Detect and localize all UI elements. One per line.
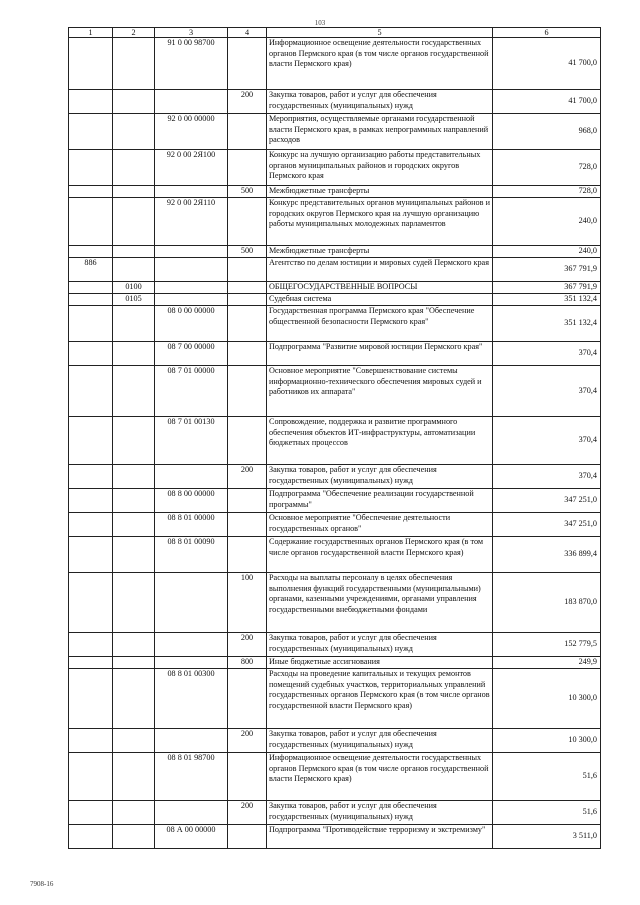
- section-code-cell: [113, 417, 155, 465]
- department-code-cell: [69, 366, 113, 417]
- table-row: [69, 90, 601, 114]
- expense-type-code-cell: [228, 417, 267, 465]
- expense-type-code-cell: [228, 282, 267, 294]
- section-code-cell: [113, 753, 155, 801]
- section-code-cell: [113, 801, 155, 825]
- expense-type-code-cell: [228, 537, 267, 573]
- amount-cell: 336 899,4: [493, 537, 601, 573]
- table-row: [69, 753, 601, 801]
- expense-type-code-cell: 200: [228, 729, 267, 753]
- section-code-cell: [113, 513, 155, 537]
- document-code: 7908-16: [30, 880, 54, 888]
- target-code-cell: 92 0 00 2Я110: [155, 198, 228, 246]
- target-code-cell: [155, 633, 228, 657]
- target-code-cell: [155, 294, 228, 306]
- expense-type-code-cell: [228, 366, 267, 417]
- section-code-cell: [113, 186, 155, 198]
- section-code-cell: [113, 633, 155, 657]
- header-cell-6: 6: [493, 28, 601, 38]
- item-name-cell: Государственная программа Пермского края "Обеспечение общественной безопасности Пермского края": [267, 306, 493, 342]
- section-code-cell: [113, 573, 155, 633]
- item-name-cell: Подпрограмма "Противодействие терроризму и экстремизму": [267, 825, 493, 849]
- amount-cell: 367 791,9: [493, 258, 601, 282]
- section-code-cell: [113, 342, 155, 366]
- amount-cell: 3 511,0: [493, 825, 601, 849]
- section-code-cell: [113, 366, 155, 417]
- target-code-cell: 08 8 01 00000: [155, 513, 228, 537]
- amount-cell: 347 251,0: [493, 513, 601, 537]
- section-code-cell: [113, 669, 155, 729]
- item-name-cell: Межбюджетные трансферты: [267, 246, 493, 258]
- target-code-cell: 08 7 01 00000: [155, 366, 228, 417]
- expense-type-code-cell: 200: [228, 633, 267, 657]
- target-code-cell: 08 7 01 00130: [155, 417, 228, 465]
- department-code-cell: [69, 294, 113, 306]
- item-name-cell: Агентство по делам юстиции и мировых судей Пермского края: [267, 258, 493, 282]
- target-code-cell: [155, 282, 228, 294]
- target-code-cell: 08 А 00 00000: [155, 825, 228, 849]
- amount-cell: 240,0: [493, 246, 601, 258]
- table-row: [69, 342, 601, 366]
- table-row: [69, 366, 601, 417]
- section-code-cell: [113, 729, 155, 753]
- department-code-cell: [69, 198, 113, 246]
- department-code-cell: [69, 186, 113, 198]
- section-code-cell: 0100: [113, 282, 155, 294]
- target-code-cell: 08 0 00 00000: [155, 306, 228, 342]
- table-row: [69, 729, 601, 753]
- table-row: [69, 669, 601, 729]
- expense-type-code-cell: 200: [228, 801, 267, 825]
- department-code-cell: [69, 306, 113, 342]
- table-row: [69, 114, 601, 150]
- amount-cell: 152 779,5: [493, 633, 601, 657]
- item-name-cell: Информационное освещение деятельности государственных органов Пермского края (в том числе органов государственной власти Пермского края): [267, 753, 493, 801]
- item-name-cell: Подпрограмма "Обеспечение реализации государственной программы": [267, 489, 493, 513]
- target-code-cell: [155, 90, 228, 114]
- department-code-cell: [69, 246, 113, 258]
- item-name-cell: Подпрограмма "Развитие мировой юстиции Пермского края": [267, 342, 493, 366]
- expense-type-code-cell: [228, 294, 267, 306]
- section-code-cell: [113, 198, 155, 246]
- amount-cell: 968,0: [493, 114, 601, 150]
- table-row: [69, 198, 601, 246]
- amount-cell: 351 132,4: [493, 294, 601, 306]
- section-code-cell: [113, 246, 155, 258]
- item-name-cell: Информационное освещение деятельности государственных органов Пермского края (в том числе органов государственной власти Пермского края): [267, 38, 493, 90]
- header-cell-1: 1: [69, 28, 113, 38]
- item-name-cell: Закупка товаров, работ и услуг для обеспечения государственных (муниципальных) нужд: [267, 633, 493, 657]
- item-name-cell: Содержание государственных органов Пермского края (в том числе органов государственной власти Пермского края): [267, 537, 493, 573]
- department-code-cell: [69, 753, 113, 801]
- department-code-cell: [69, 150, 113, 186]
- section-code-cell: 0105: [113, 294, 155, 306]
- department-code-cell: [69, 282, 113, 294]
- target-code-cell: 08 8 00 00000: [155, 489, 228, 513]
- section-code-cell: [113, 537, 155, 573]
- amount-cell: 370,4: [493, 342, 601, 366]
- department-code-cell: [69, 417, 113, 465]
- target-code-cell: 92 0 00 2Я100: [155, 150, 228, 186]
- amount-cell: 51,6: [493, 801, 601, 825]
- section-code-cell: [113, 657, 155, 669]
- expense-type-code-cell: [228, 825, 267, 849]
- section-code-cell: [113, 38, 155, 90]
- target-code-cell: [155, 465, 228, 489]
- expense-type-code-cell: 200: [228, 465, 267, 489]
- amount-cell: 728,0: [493, 150, 601, 186]
- expense-type-code-cell: [228, 753, 267, 801]
- amount-cell: 10 300,0: [493, 729, 601, 753]
- expense-type-code-cell: [228, 306, 267, 342]
- target-code-cell: [155, 729, 228, 753]
- expense-type-code-cell: [228, 198, 267, 246]
- section-code-cell: [113, 306, 155, 342]
- department-code-cell: [69, 537, 113, 573]
- item-name-cell: Расходы на проведение капитальных и текущих ремонтов помещений судебных участков, территориальных управлений государственных органов Пермского края (в том числе органов государственной власти Пермского края): [267, 669, 493, 729]
- target-code-cell: [155, 573, 228, 633]
- table-row: [69, 150, 601, 186]
- department-code-cell: [69, 825, 113, 849]
- table-row: [69, 38, 601, 90]
- amount-cell: 41 700,0: [493, 90, 601, 114]
- item-name-cell: Мероприятия, осуществляемые органами государственной власти Пермского края, в рамках непрограммных направлений расходов: [267, 114, 493, 150]
- expense-type-code-cell: 100: [228, 573, 267, 633]
- amount-cell: 183 870,0: [493, 573, 601, 633]
- table-row: [69, 573, 601, 633]
- department-code-cell: [69, 801, 113, 825]
- page-number: 103: [314, 19, 326, 27]
- header-cell-3: 3: [155, 28, 228, 38]
- table-row: [69, 258, 601, 282]
- amount-cell: 370,4: [493, 366, 601, 417]
- department-code-cell: [69, 38, 113, 90]
- department-code-cell: [69, 489, 113, 513]
- budget-table: [68, 27, 601, 849]
- item-name-cell: Судебная система: [267, 294, 493, 306]
- amount-cell: 41 700,0: [493, 38, 601, 90]
- header-cell-2: 2: [113, 28, 155, 38]
- target-code-cell: [155, 657, 228, 669]
- item-name-cell: Иные бюджетные ассигнования: [267, 657, 493, 669]
- section-code-cell: [113, 465, 155, 489]
- target-code-cell: [155, 186, 228, 198]
- target-code-cell: [155, 801, 228, 825]
- amount-cell: 51,6: [493, 753, 601, 801]
- expense-type-code-cell: 800: [228, 657, 267, 669]
- table-row: [69, 537, 601, 573]
- expense-type-code-cell: [228, 38, 267, 90]
- table-row: [69, 513, 601, 537]
- department-code-cell: [69, 657, 113, 669]
- item-name-cell: Закупка товаров, работ и услуг для обеспечения государственных (муниципальных) нужд: [267, 465, 493, 489]
- item-name-cell: Сопровождение, поддержка и развитие программного обеспечения объектов ИТ-инфраструктуры, автоматизации бюджетных процессов: [267, 417, 493, 465]
- target-code-cell: [155, 258, 228, 282]
- target-code-cell: 91 0 00 98700: [155, 38, 228, 90]
- target-code-cell: [155, 246, 228, 258]
- department-code-cell: [69, 573, 113, 633]
- section-code-cell: [113, 114, 155, 150]
- department-code-cell: [69, 633, 113, 657]
- department-code-cell: [69, 114, 113, 150]
- amount-cell: 728,0: [493, 186, 601, 198]
- section-code-cell: [113, 90, 155, 114]
- expense-type-code-cell: [228, 489, 267, 513]
- item-name-cell: Конкурс представительных органов муниципальных районов и городских округов Пермского края на лучшую организацию работы муниципальных молодежных парламентов: [267, 198, 493, 246]
- target-code-cell: 08 8 01 00090: [155, 537, 228, 573]
- item-name-cell: Закупка товаров, работ и услуг для обеспечения государственных (муниципальных) нужд: [267, 801, 493, 825]
- item-name-cell: Расходы на выплаты персоналу в целях обеспечения выполнения функций государственными (муниципальными) органами, казенными учреждениями, органами управления государственными внебюджетными фондами: [267, 573, 493, 633]
- item-name-cell: ОБЩЕГОСУДАРСТВЕННЫЕ ВОПРОСЫ: [267, 282, 493, 294]
- expense-type-code-cell: 500: [228, 186, 267, 198]
- table-row: [69, 633, 601, 657]
- amount-cell: 367 791,9: [493, 282, 601, 294]
- header-cell-5: 5: [267, 28, 493, 38]
- table-row: [69, 465, 601, 489]
- amount-cell: 10 300,0: [493, 669, 601, 729]
- department-code-cell: [69, 465, 113, 489]
- expense-type-code-cell: [228, 114, 267, 150]
- section-code-cell: [113, 150, 155, 186]
- amount-cell: 370,4: [493, 465, 601, 489]
- expense-type-code-cell: 500: [228, 246, 267, 258]
- department-code-cell: [69, 729, 113, 753]
- table-row: [69, 306, 601, 342]
- table-row: [69, 825, 601, 849]
- item-name-cell: Закупка товаров, работ и услуг для обеспечения государственных (муниципальных) нужд: [267, 729, 493, 753]
- department-code-cell: [69, 513, 113, 537]
- item-name-cell: Межбюджетные трансферты: [267, 186, 493, 198]
- expense-type-code-cell: [228, 150, 267, 186]
- table-row: [69, 489, 601, 513]
- target-code-cell: 92 0 00 00000: [155, 114, 228, 150]
- table-row: [69, 282, 601, 294]
- header-row: [69, 28, 601, 38]
- expense-type-code-cell: [228, 258, 267, 282]
- department-code-cell: 886: [69, 258, 113, 282]
- amount-cell: 240,0: [493, 198, 601, 246]
- target-code-cell: 08 8 01 98700: [155, 753, 228, 801]
- amount-cell: 370,4: [493, 417, 601, 465]
- expense-type-code-cell: [228, 342, 267, 366]
- header-cell-4: 4: [228, 28, 267, 38]
- section-code-cell: [113, 489, 155, 513]
- department-code-cell: [69, 342, 113, 366]
- table-row: [69, 657, 601, 669]
- item-name-cell: Основное мероприятие "Совершенствование системы информационно-технического обеспечения мировых судей и работников их аппарата": [267, 366, 493, 417]
- table-row: [69, 417, 601, 465]
- table-row: [69, 801, 601, 825]
- item-name-cell: Закупка товаров, работ и услуг для обеспечения государственных (муниципальных) нужд: [267, 90, 493, 114]
- target-code-cell: 08 7 00 00000: [155, 342, 228, 366]
- section-code-cell: [113, 825, 155, 849]
- table-row: [69, 294, 601, 306]
- amount-cell: 249,9: [493, 657, 601, 669]
- expense-type-code-cell: [228, 669, 267, 729]
- amount-cell: 351 132,4: [493, 306, 601, 342]
- table-row: [69, 246, 601, 258]
- department-code-cell: [69, 669, 113, 729]
- item-name-cell: Конкурс на лучшую организацию работы представительных органов муниципальных районов и городских округов Пермского края: [267, 150, 493, 186]
- expense-type-code-cell: [228, 513, 267, 537]
- table-row: [69, 186, 601, 198]
- amount-cell: 347 251,0: [493, 489, 601, 513]
- target-code-cell: 08 8 01 00300: [155, 669, 228, 729]
- item-name-cell: Основное мероприятие "Обеспечение деятельности государственных органов": [267, 513, 493, 537]
- section-code-cell: [113, 258, 155, 282]
- department-code-cell: [69, 90, 113, 114]
- expense-type-code-cell: 200: [228, 90, 267, 114]
